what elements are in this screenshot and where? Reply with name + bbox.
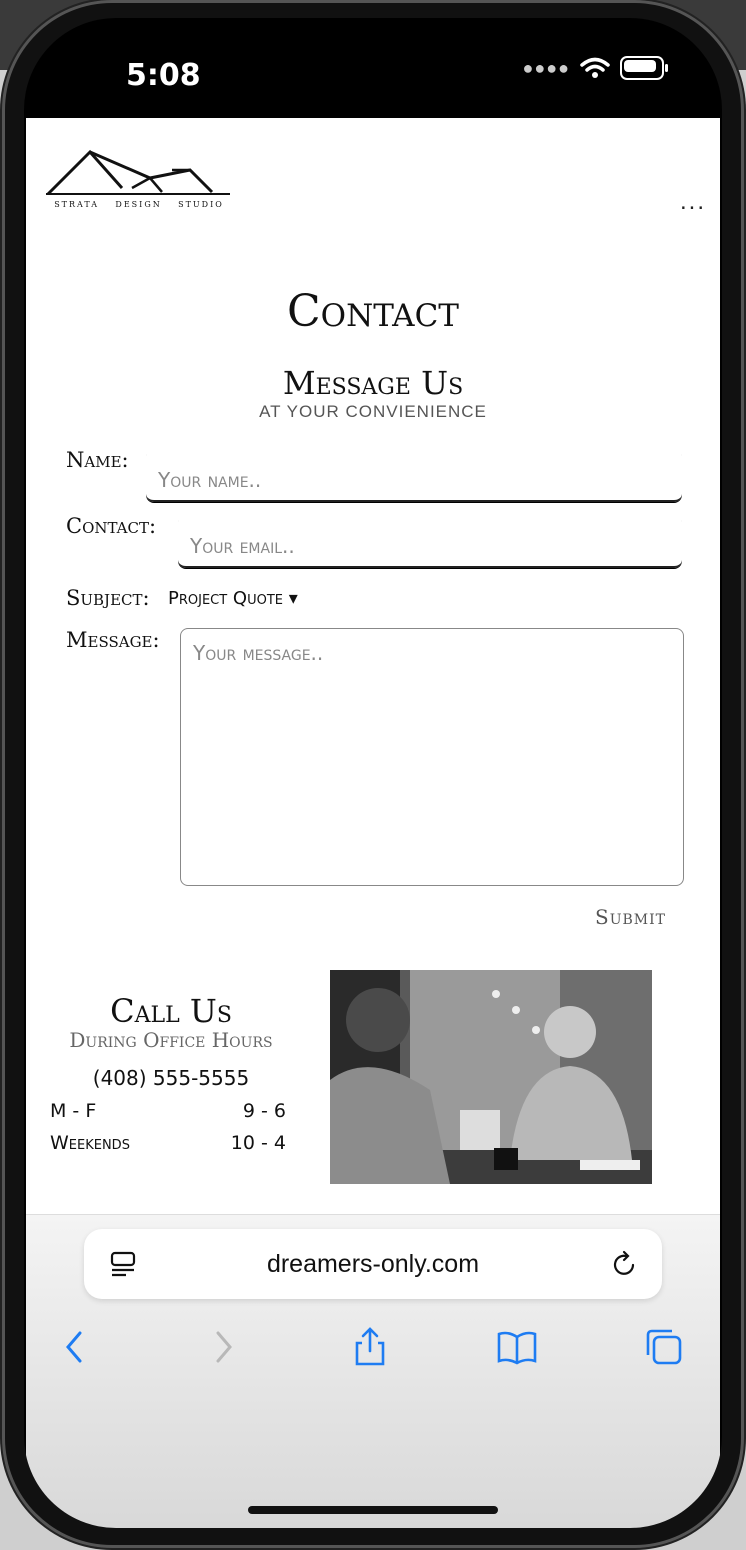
tabs-icon[interactable] [644,1327,684,1367]
message-label: Message: [66,628,160,652]
logo-text [46,200,232,209]
hours-row [50,1132,286,1154]
hours-time: 10 - 4 [230,1132,286,1154]
message-input[interactable] [181,629,683,885]
phone-screen [24,18,722,1528]
phone-frame [2,0,744,1548]
battery-icon [620,56,664,80]
home-indicator[interactable] [248,1506,498,1514]
forward-icon[interactable] [208,1327,238,1367]
hours-time: 9 - 6 [242,1100,286,1122]
contact-field[interactable] [178,514,682,568]
logo-word: DESIGN [115,200,162,209]
studio-logo[interactable] [46,148,232,212]
subject-select[interactable]: Project Quote ▾ [168,588,298,609]
phone-number[interactable]: (408) 555-5555 [92,1066,250,1090]
more-menu-button[interactable]: ... [679,188,706,215]
name-input[interactable] [146,448,682,500]
page-title: Contact [287,286,459,337]
meeting-photo [330,970,652,1184]
section-title: Message Us [282,364,464,402]
browser-toolbar [26,1214,720,1528]
hours-days: Weekends [50,1132,130,1154]
wifi-icon [580,57,610,79]
name-field[interactable] [146,448,682,502]
back-icon[interactable] [60,1327,90,1367]
name-label: Name: [66,448,129,472]
message-field[interactable] [180,628,684,886]
logo-word: STRATA [54,200,100,209]
call-title: Call Us [110,992,232,1030]
url-text[interactable]: dreamers-only.com [266,1250,480,1278]
logo-mark-icon [46,148,232,198]
signal-icon: ●●●● [522,57,570,78]
email-input[interactable] [178,514,682,566]
subject-label: Subject: [66,586,150,610]
web-page [26,118,720,1314]
bookmarks-icon[interactable] [496,1327,538,1367]
address-bar[interactable] [84,1229,662,1299]
status-time: 5:08 [126,58,201,93]
section-tagline: AT YOUR CONVIENIENCE [259,402,487,421]
status-icons [523,56,665,80]
share-icon[interactable] [352,1327,388,1367]
hours-row [50,1100,286,1122]
submit-button[interactable]: Submit [589,904,672,930]
contact-label: Contact: [66,514,157,538]
hours-days: M - F [50,1100,97,1122]
call-subtitle: During Office Hours [69,1028,273,1052]
logo-word: STUDIO [178,200,224,209]
reload-icon[interactable] [610,1249,640,1279]
